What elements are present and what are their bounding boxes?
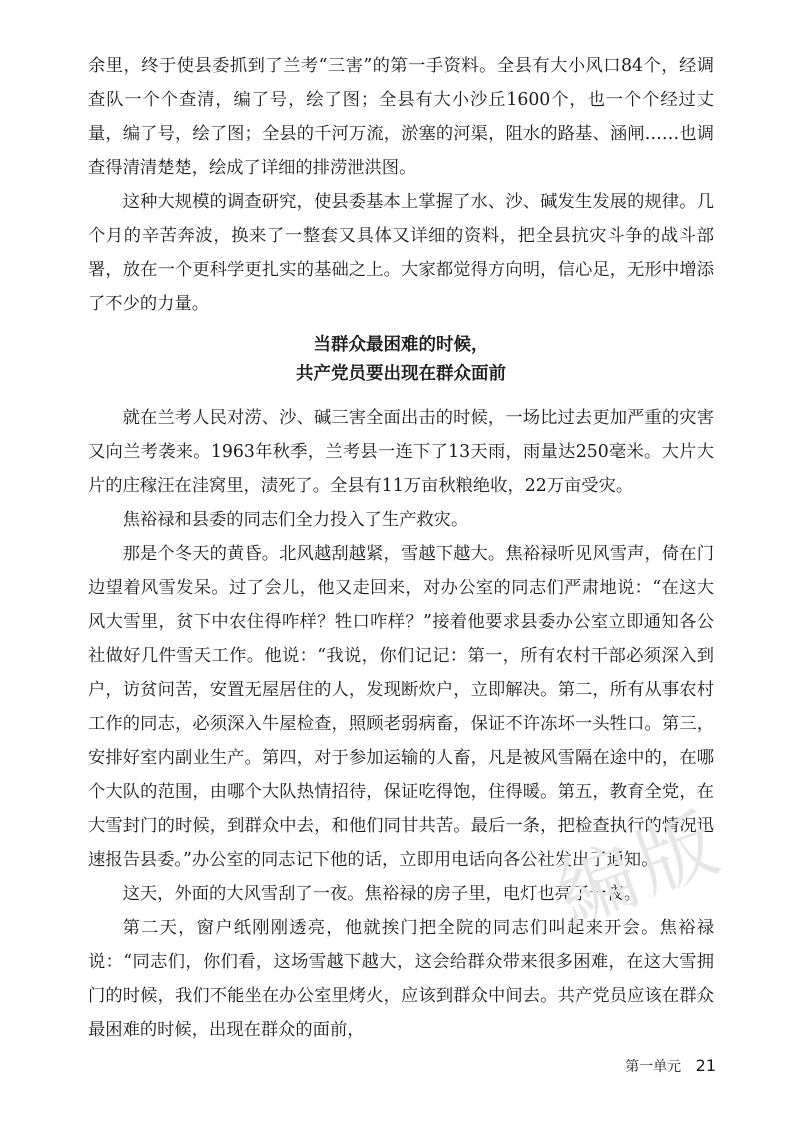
paragraph: 这天，外面的大风雪刮了一夜。焦裕禄的房子里，电灯也亮了一夜。 [122,884,642,904]
paragraph: 那是个冬天的黄昏。北风越刮越紧，雪越下越大。焦裕禄听见风雪声，倚在门边望着风雪发呆。过了会儿，他又走回来，对办公室的同志们严肃地说：“在这大风大雪里，贫下中农住得咋样？牲口咋样？”接着他要求县委办公室立即通知各公社做好几件雪天工作。他说：“我说，你们记记：第一，所有农村干部必须深入到户，访贫问苦，安置无屋居住的人，发现断炊户，立即解决。第二，所有从事农村工作的同志，必须深入牛屋检查，照顾老弱病畜，保证不许冻坏一头牲口。第三，安排好室内副业生产。第四，对于参加运输的人畜，凡是被风雪隔在途中的，在哪个大队的范围，由哪个大队热情招待，保证吃得饱，住得暖。第五，教育全党，在大雪封门的时候，到群众中去，和他们同甘共苦。最后一条，把检查执行的情况迅速报告县委。”办公室的同志记下他的话，立即用电话向各公社发出了通知。 [88,544,714,870]
section-heading-line-2: 共产党员要出现在群众面前 [296,364,506,384]
paragraph: 这种大规模的调查研究，使县委基本上掌握了水、沙、碱发生发展的规律。几个月的辛苦奔波，换来了一整套又具体又详细的资料，把全县抗灾斗争的战斗部署，放在一个更科学更扎实的基础之上。大家都觉得方向明，信心足，无形中增添了不少的力量。 [88,192,714,314]
watermark-char: 版 [624,799,730,911]
section-text [88,401,714,1047]
unit-label: 第一单元 [625,1059,682,1075]
paragraph: 焦裕禄和县委的同志们全力投入了生产救灾。 [122,510,469,530]
paragraph: 余里，终于使县委抓到了兰考“三害”的第一手资料。全县有大小风口84个，经调查队一个个查清，编了号，绘了图；全县有大小沙丘1600个，也一个个经过丈量，编了号，绘了图；全县的千河万流，淤塞的河渠，阻水的路基、涵闸……也调查得清清楚楚，绘成了详细的排涝泄洪图。 [88,56,714,178]
watermark-char: 編 [545,830,650,943]
paragraph: 第二天，窗户纸刚刚透亮，他就挨门把全院的同志们叫起来开会。焦裕禄说：“同志们，你们看，这场雪越下越大，这会给群众带来很多困难，在这大雪拥门的时候，我们不能坐在办公室里烤火，应该到群众中间去。共产党员应该在群众最困难的时候，出现在群众的面前， [88,918,714,1040]
paragraph: 就在兰考人民对涝、沙、碱三害全面出击的时候，一场比过去更加严重的灾害又向兰考袭来。1963年秋季，兰考县一连下了13天雨，雨量达250毫米。大片大片的庄稼汪在洼窝里，渍死了。全县有11万亩秋粮绝收，22万亩受灾。 [88,408,714,496]
section-heading-line-1: 当群众最困难的时候， [313,335,489,355]
page-footer [625,1056,716,1076]
section-heading [88,331,714,389]
page-number: 21 [695,1056,716,1075]
intro-text [88,49,714,321]
